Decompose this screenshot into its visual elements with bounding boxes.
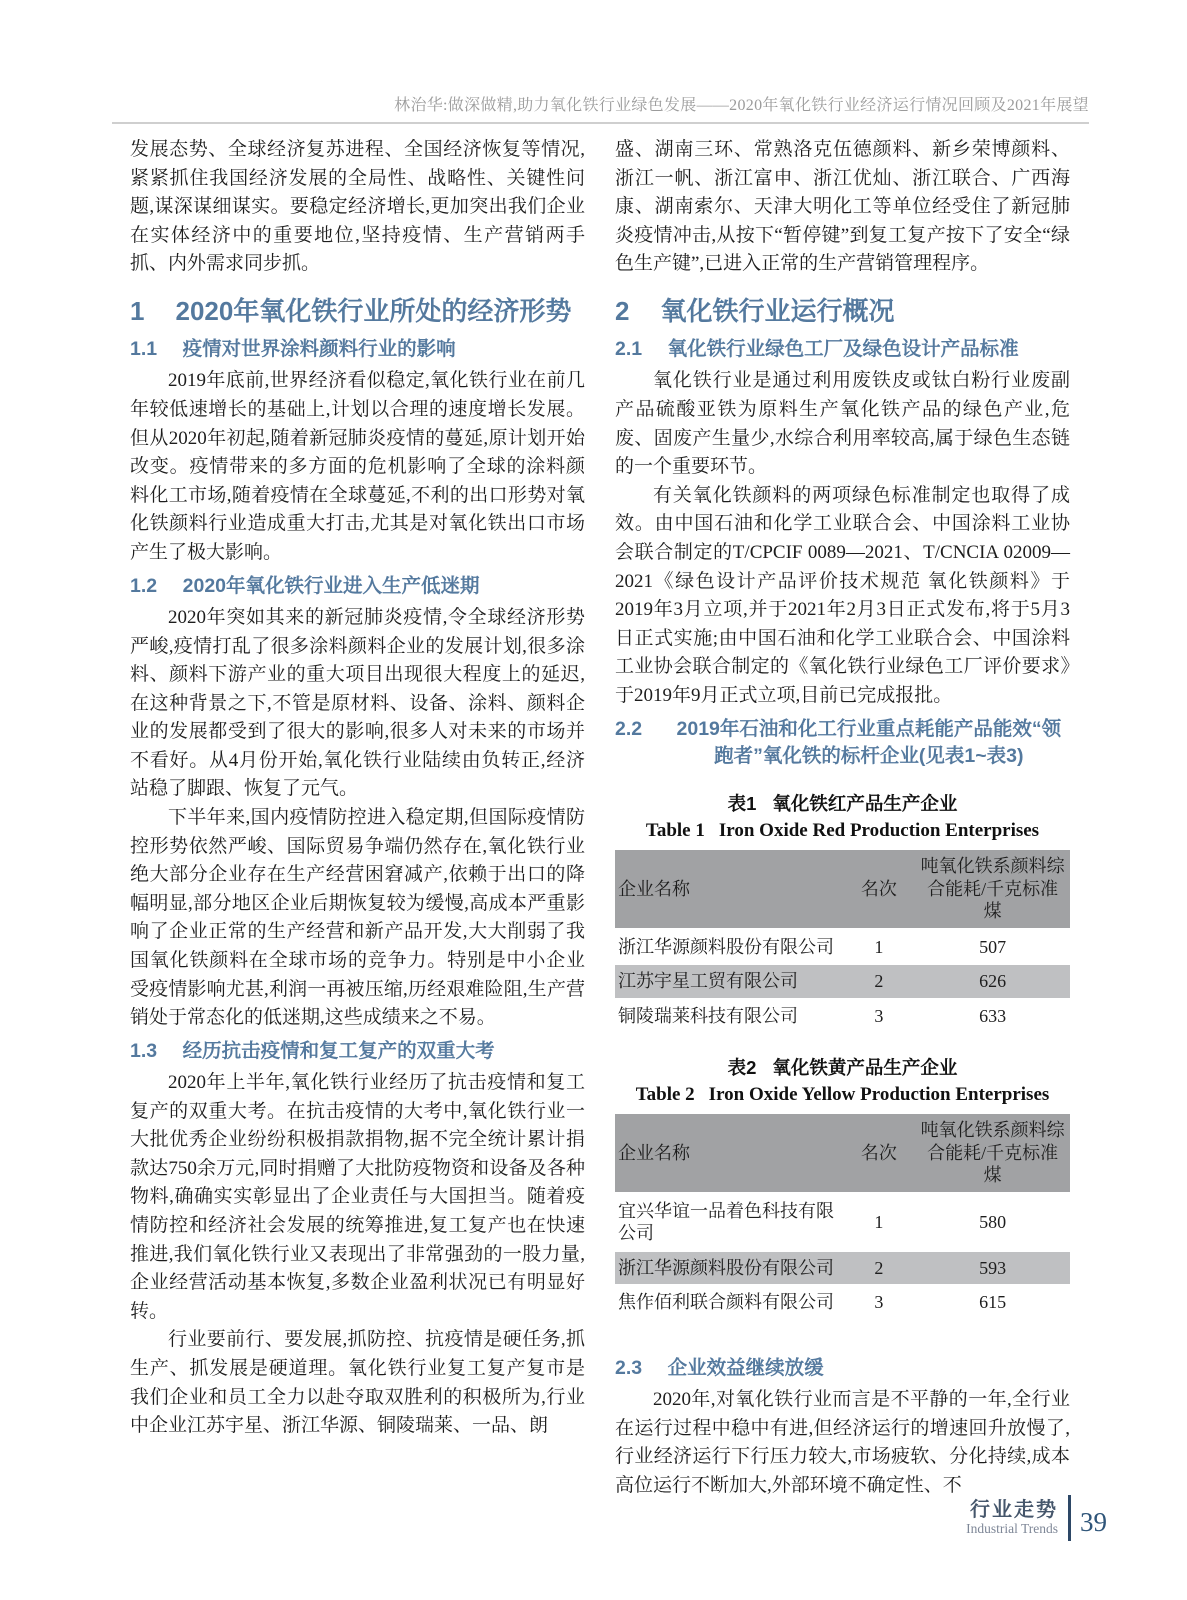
table-caption-label-en: Table 1 <box>645 820 705 842</box>
table-row <box>615 964 1070 999</box>
cell-company: 宜兴华谊一品着色科技有限公司 <box>615 1193 843 1251</box>
two-column-body <box>130 136 1070 1500</box>
cell-rank: 2 <box>843 964 916 999</box>
table-row <box>615 1251 1070 1286</box>
footer-section-label <box>966 1499 1068 1537</box>
table-1-block <box>615 790 1070 1034</box>
subsection-heading-1-2 <box>130 573 585 600</box>
table-row <box>615 1285 1070 1320</box>
column-header: 名次 <box>843 1114 916 1193</box>
section-heading-1 <box>130 296 585 327</box>
subsection-title: 2019年石油和化工行业重点耗能产品能效“领跑者”氧化铁的标杆企业(见表1~表3) <box>676 717 1062 767</box>
table-row <box>615 929 1070 964</box>
cell-energy: 633 <box>915 999 1070 1034</box>
table-head <box>615 850 1070 929</box>
cell-rank: 2 <box>843 1251 916 1286</box>
table-2-block <box>615 1054 1070 1321</box>
cell-rank: 3 <box>843 999 916 1034</box>
subsection-title: 经历抗击疫情和复工复产的双重大考 <box>182 1039 495 1062</box>
table-caption-en <box>615 1084 1070 1106</box>
table-row <box>615 1193 1070 1251</box>
table-caption-label: 表1 <box>727 793 757 815</box>
cell-company: 浙江华源颜料股份有限公司 <box>615 929 843 964</box>
column-header: 企业名称 <box>615 850 843 929</box>
cell-company: 江苏宇星工贸有限公司 <box>615 964 843 999</box>
header-rule <box>112 122 1089 124</box>
cell-company: 浙江华源颜料股份有限公司 <box>615 1251 843 1286</box>
table-caption-text: 氧化铁红产品生产企业 <box>772 793 958 815</box>
table-caption-en <box>615 820 1070 842</box>
subsection-title: 企业效益继续放缓 <box>667 1356 824 1379</box>
cell-energy: 626 <box>915 964 1070 999</box>
table-caption-text: 氧化铁黄产品生产企业 <box>772 1057 958 1079</box>
page-footer <box>966 1495 1107 1541</box>
table-caption-text-en: Iron Oxide Red Production Enterprises <box>718 820 1040 842</box>
table-caption-cn <box>615 1054 1070 1080</box>
column-header: 企业名称 <box>615 1114 843 1193</box>
section-number: 2 <box>615 295 630 326</box>
section-number: 1 <box>130 295 145 326</box>
subsection-heading-1-1 <box>130 336 585 363</box>
table-body <box>615 929 1070 1033</box>
table-caption-label-en: Table 2 <box>635 1084 695 1106</box>
page-number: 39 <box>1080 1506 1107 1537</box>
table-caption-text-en: Iron Oxide Yellow Production Enterprises <box>708 1084 1050 1106</box>
cell-energy: 580 <box>915 1193 1070 1251</box>
subsection-number: 1.1 <box>130 338 158 361</box>
table-1-caption <box>615 790 1070 842</box>
subsection-heading-1-3 <box>130 1038 585 1065</box>
paragraph: 2019年底前,世界经济看似稳定,氧化铁行业在前几年较低速增长的基础上,计划以合理的速度增长发展。但从2020年初起,随着新冠肺炎疫情的蔓延,原计划开始改变。疫情带来的多方面的危机影响了全球的涂料颜料化工市场,随着疫情在全球蔓延,不利的出口形势对氧化铁颜料行业造成重大打击,尤其是对氧化铁出口市场产生了极大影响。 <box>130 370 585 564</box>
table-caption-label: 表2 <box>727 1057 757 1079</box>
paragraph: 2020年,对氧化铁行业而言是不平静的一年,全行业在运行过程中稳中有进,但经济运行的增速回升放慢了,行业经济运行下行压力较大,市场疲软、分化持续,成本高位运行不断加大,外部环境不确定性、不 <box>615 1388 1070 1496</box>
column-header: 吨氧化铁系颜料综合能耗/千克标准煤 <box>915 850 1070 929</box>
paragraph: 下半年来,国内疫情防控进入稳定期,但国际疫情防控形势依然严峻、国际贸易争端仍然存在,氧化铁行业绝大部分企业存在生产经营困窘减产,依赖于出口的降幅明显,部分地区企业后期恢复较为缓慢,高成本严重影响了企业正常的生产经营和新产品开发,大大削弱了我国氧化铁颜料在全球市场的竞争力。特别是中小企业受疫情影响尤甚,利润一再被压缩,历经艰难险阻,生产营销处于常态化的低迷期,这些成绩来之不易。 <box>130 807 585 1029</box>
cell-company: 焦作佰利联合颜料有限公司 <box>615 1285 843 1320</box>
table-header-row <box>615 850 1070 929</box>
section-heading-2 <box>615 296 1070 327</box>
subsection-heading-2-2 <box>615 716 1070 771</box>
table-head <box>615 1114 1070 1193</box>
subsection-number: 2.3 <box>615 1356 643 1379</box>
table-header-row <box>615 1114 1070 1193</box>
running-head: 林治华:做深做精,助力氧化铁行业绿色发展——2020年氧化铁行业经济运行情况回顾及2021年展望 <box>394 97 1089 114</box>
section-title: 2020年氧化铁行业所处的经济形势 <box>175 295 572 326</box>
table-2-caption <box>615 1054 1070 1106</box>
subsection-number: 1.2 <box>130 574 158 597</box>
subsection-heading-2-1 <box>615 336 1070 363</box>
footer-section-name-cn: 行业走势 <box>970 1498 1058 1521</box>
data-table-iron-oxide-yellow <box>615 1114 1070 1321</box>
left-column <box>130 136 585 1500</box>
right-column <box>615 136 1070 1500</box>
paragraph: 2020年上半年,氧化铁行业经历了抗击疫情和复工复产的双重大考。在抗击疫情的大考中,氧化铁行业一大批优秀企业纷纷积极捐款捐物,据不完全统计累计捐款达750余万元,同时捐赠了大批防疫物资和设备及各种物料,确确实实彰显出了企业责任与大国担当。随着疫情防控和经济社会发展的统筹推进,复工复产也在快速推进,我们氧化铁行业又表现出了非常强劲的一股力量,企业经营活动基本恢复,多数企业盈利状况已有明显好转。 <box>130 1072 585 1322</box>
table-caption-cn <box>615 790 1070 816</box>
cell-energy: 507 <box>915 929 1070 964</box>
paragraph: 有关氧化铁颜料的两项绿色标准制定也取得了成效。由中国石油和化学工业联合会、中国涂料工业协会联合制定的T/CPCIF 0089—2021、T/CNCIA 02009—2021《绿色设计产品评价技术规范 氧化铁颜料》于2019年3月立项,并于2021年2月3日正式发布,将于5月3日正式实施;由中国石油和化学工业联合会、中国涂料工业协会联合制定的《氧化铁行业绿色工厂评价要求》于2019年9月正式立项,目前已完成报批。 <box>615 484 1070 706</box>
subsection-heading-2-3 <box>615 1355 1070 1382</box>
subsection-title: 2020年氧化铁行业进入生产低迷期 <box>182 574 480 597</box>
paragraph: 行业要前行、要发展,抓防控、抗疫情是硬任务,抓生产、抓发展是硬道理。氧化铁行业复工复产复市是我们企业和员工全力以赴夺取双胜利的积极所为,行业中企业江苏宇星、浙江华源、铜陵瑞莱、一品、朗 <box>130 1329 585 1437</box>
cell-rank: 1 <box>843 929 916 964</box>
data-table-iron-oxide-red <box>615 850 1070 1034</box>
subsection-number: 2.2 <box>615 717 643 740</box>
paragraph: 2020年突如其来的新冠肺炎疫情,令全球经济形势严峻,疫情打乱了很多涂料颜料企业的发展计划,很多涂料、颜料下游产业的重大项目出现很大程度上的延迟,在这种背景之下,不管是原材料、设备、涂料、颜料企业的发展都受到了很大的影响,很多人对未来的市场并不看好。从4月份开始,氧化铁行业陆续由负转正,经济站稳了脚跟、恢复了元气。 <box>130 606 585 800</box>
subsection-number: 2.1 <box>615 338 643 361</box>
cell-rank: 3 <box>843 1285 916 1320</box>
cell-rank: 1 <box>843 1193 916 1251</box>
paragraph: 氧化铁行业是通过利用废铁皮或钛白粉行业废副产品硫酸亚铁为原料生产氧化铁产品的绿色产业,危废、固废产生量少,水综合利用率较高,属于绿色生态链的一个重要环节。 <box>615 370 1070 478</box>
cell-energy: 615 <box>915 1285 1070 1320</box>
paragraph: 盛、湖南三环、常熟洛克伍德颜料、新乡荣博颜料、浙江一帆、浙江富申、浙江优灿、浙江联合、广西海康、湖南索尔、天津大明化工等单位经受住了新冠肺炎疫情冲击,从按下“暂停键”到复工复产按下了安全“绿色生产键”,已进入正常的生产营销管理程序。 <box>615 139 1070 275</box>
cell-energy: 593 <box>915 1251 1070 1286</box>
column-header: 名次 <box>843 850 916 929</box>
footer-section-name-en: Industrial Trends <box>966 1520 1058 1536</box>
section-title: 氧化铁行业运行概况 <box>660 295 895 326</box>
subsection-title: 疫情对世界涂料颜料行业的影响 <box>182 338 456 361</box>
cell-company: 铜陵瑞莱科技有限公司 <box>615 999 843 1034</box>
paragraph: 发展态势、全球经济复苏进程、全国经济恢复等情况,紧紧抓住我国经济发展的全局性、战略性、关键性问题,谋深谋细谋实。要稳定经济增长,更加突出我们企业在实体经济中的重要地位,坚持疫情、生产营销两手抓、内外需求同步抓。 <box>130 139 585 275</box>
column-header: 吨氧化铁系颜料综合能耗/千克标准煤 <box>915 1114 1070 1193</box>
table-body <box>615 1193 1070 1320</box>
subsection-number: 1.3 <box>130 1039 158 1062</box>
table-row <box>615 999 1070 1034</box>
subsection-title: 氧化铁行业绿色工厂及绿色设计产品标准 <box>667 338 1019 361</box>
